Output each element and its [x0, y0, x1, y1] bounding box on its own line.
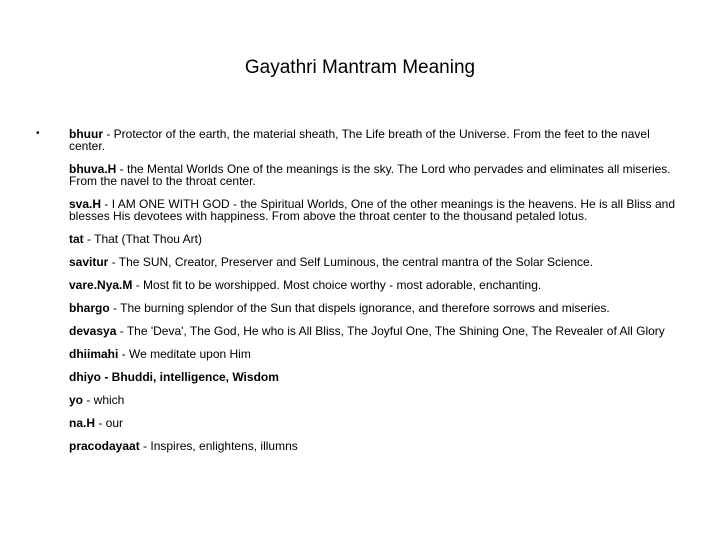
- definition: - which: [83, 393, 125, 407]
- term: yo: [69, 393, 84, 407]
- list-item: [69, 348, 681, 360]
- bullet-marker: •: [36, 128, 40, 139]
- definition-list: [69, 128, 681, 463]
- list-item: [69, 198, 681, 222]
- page-title: Gayathri Mantram Meaning: [244, 57, 476, 78]
- term: tat: [69, 232, 84, 246]
- term: pracodayaat: [69, 439, 140, 453]
- list-item: [69, 233, 681, 245]
- definition: - Protector of the earth, the material sheath, The Life breath of the Universe. From the feet to the navel center.: [69, 127, 650, 153]
- list-item: [69, 417, 681, 429]
- term: devasya: [69, 324, 117, 338]
- definition: - the Mental Worlds One of the meanings is the sky. The Lord who pervades and eliminates all miseries. From the navel to the throat center.: [69, 162, 671, 188]
- list-item: [69, 163, 681, 187]
- term: vare.Nya.M: [69, 278, 133, 292]
- list-item: [69, 256, 681, 268]
- list-item: [69, 128, 681, 152]
- definition: - The SUN, Creator, Preserver and Self Luminous, the central mantra of the Solar Science.: [108, 255, 594, 269]
- term: sva.H: [69, 197, 102, 211]
- list-item: [69, 371, 681, 383]
- term: bhargo: [69, 301, 110, 315]
- term: na.H: [69, 416, 96, 430]
- term: dhiimahi: [69, 347, 119, 361]
- definition: - I AM ONE WITH GOD - the Spiritual Worlds, One of the other meanings is the heavens. He is all Bliss and blesses His devotees with happiness. From above the throat center to the thousand petaled lotus.: [69, 197, 676, 223]
- definition: - Most fit to be worshipped. Most choice worthy - most adorable, enchanting.: [132, 278, 542, 292]
- definition: - That (That Thou Art): [83, 232, 202, 246]
- list-item: [69, 440, 681, 452]
- list-item: [69, 325, 681, 337]
- definition: - The 'Deva', The God, He who is All Bliss, The Joyful One, The Shining One, The Revealer of All Glory: [116, 324, 665, 338]
- definition: - our: [95, 416, 124, 430]
- definition: - We meditate upon Him: [118, 347, 251, 361]
- term: bhuva.H: [69, 162, 117, 176]
- definition: - Inspires, enlightens, illumns: [139, 439, 298, 453]
- term: dhiyo: [69, 370, 101, 384]
- term: bhuur: [69, 127, 103, 141]
- term: savitur: [69, 255, 109, 269]
- definition: - Bhuddi, intelligence, Wisdom: [101, 370, 279, 384]
- definition: - The burning splendor of the Sun that dispels ignorance, and therefore sorrows and miseries.: [109, 301, 610, 315]
- list-item: [69, 394, 681, 406]
- list-item: [69, 279, 681, 291]
- list-item: [69, 302, 681, 314]
